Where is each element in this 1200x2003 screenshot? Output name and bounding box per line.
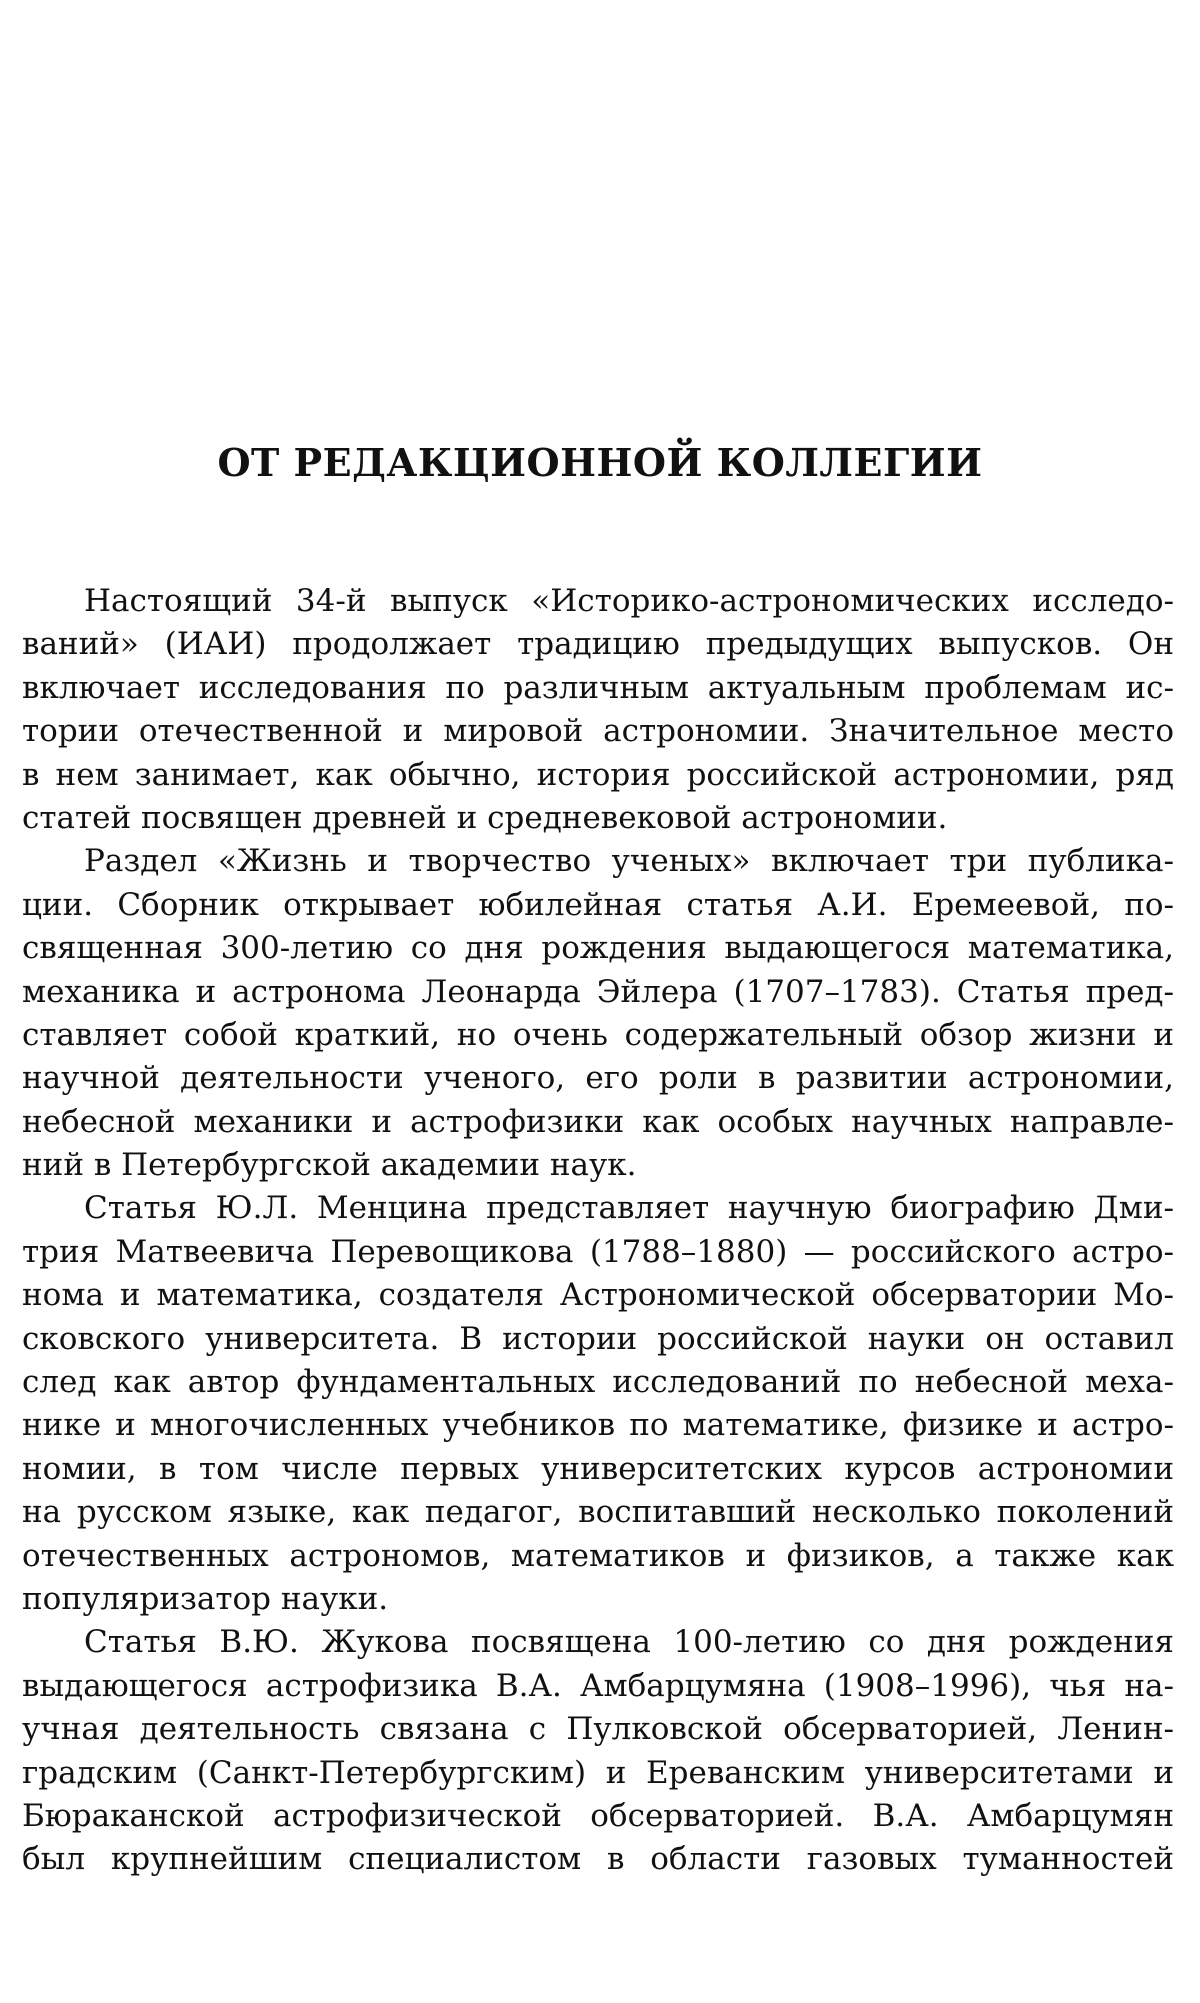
text-line: научной деятельности ученого, его роли в развитии астрономии, <box>22 1060 1174 1097</box>
text-line: механика и астронома Леонарда Эйлера (1707–1783). Статья пред- <box>22 973 1174 1010</box>
text-line: статей посвящен древней и средневековой астрономии. <box>22 799 948 836</box>
text-line: популяризатор науки. <box>22 1580 389 1617</box>
text-line: сковского университета. В истории российской науки он оставил <box>22 1320 1174 1357</box>
text-line: Раздел «Жизнь и творчество ученых» включает три публика- <box>84 843 1174 880</box>
text-line: учная деятельность связана с Пулковской обсерваторией, Ленин- <box>22 1711 1174 1748</box>
text-line: след как автор фундаментальных исследований по небесной меха- <box>22 1364 1174 1401</box>
text-line: на русском языке, как педагог, воспитавший несколько поколений <box>22 1494 1174 1531</box>
text-line: включает исследования по различным актуальным проблемам ис- <box>22 669 1174 706</box>
text-line: трия Матвеевича Перевощикова (1788–1880) — российского астро- <box>22 1233 1174 1270</box>
text-line: священная 300-летию со дня рождения выдающегося математика, <box>22 930 1174 967</box>
text-line: выдающегося астрофизика В.А. Амбарцумяна (1908–1996), чья на- <box>22 1667 1174 1704</box>
text-line: отечественных астрономов, математиков и физиков, а также как <box>22 1537 1174 1574</box>
text-line: был крупнейшим специалистом в области газовых туманностей <box>22 1841 1174 1878</box>
page-title: ОТ РЕДАКЦИОННОЙ КОЛЛЕГИИ <box>217 440 983 485</box>
text-line: ции. Сборник открывает юбилейная статья А.И. Еремеевой, по- <box>22 886 1174 923</box>
text-line: Статья В.Ю. Жукова посвящена 100-летию со дня рождения <box>84 1624 1174 1661</box>
text-line: нома и математика, создателя Астрономической обсерватории Мо- <box>22 1277 1174 1314</box>
text-line: небесной механики и астрофизики как особых научных направле- <box>22 1103 1174 1140</box>
text-line: Статья Ю.Л. Менцина представляет научную биографию Дми- <box>84 1190 1174 1227</box>
text-line: ставляет собой краткий, но очень содержательный обзор жизни и <box>22 1016 1174 1053</box>
text-line: номии, в том числе первых университетских курсов астрономии <box>22 1450 1174 1487</box>
text-line: тории отечественной и мировой астрономии. Значительное место <box>22 713 1174 750</box>
text-line: нике и многочисленных учебников по математике, физике и астро- <box>22 1407 1174 1444</box>
text-line: ваний» (ИАИ) продолжает традицию предыдущих выпусков. Он <box>22 626 1174 663</box>
text-line: ний в Петербургской академии наук. <box>22 1147 637 1184</box>
text-line: в нем занимает, как обычно, история российской астрономии, ряд <box>22 756 1174 793</box>
text-line: градским (Санкт-Петербургским) и Ереванским университетами и <box>22 1754 1174 1791</box>
text-line: Бюраканской астрофизической обсерваторией. В.А. Амбарцумян <box>22 1797 1174 1834</box>
body-text <box>22 580 1174 1882</box>
text-line: Настоящий 34-й выпуск «Историко-астрономических исследо- <box>84 583 1174 619</box>
